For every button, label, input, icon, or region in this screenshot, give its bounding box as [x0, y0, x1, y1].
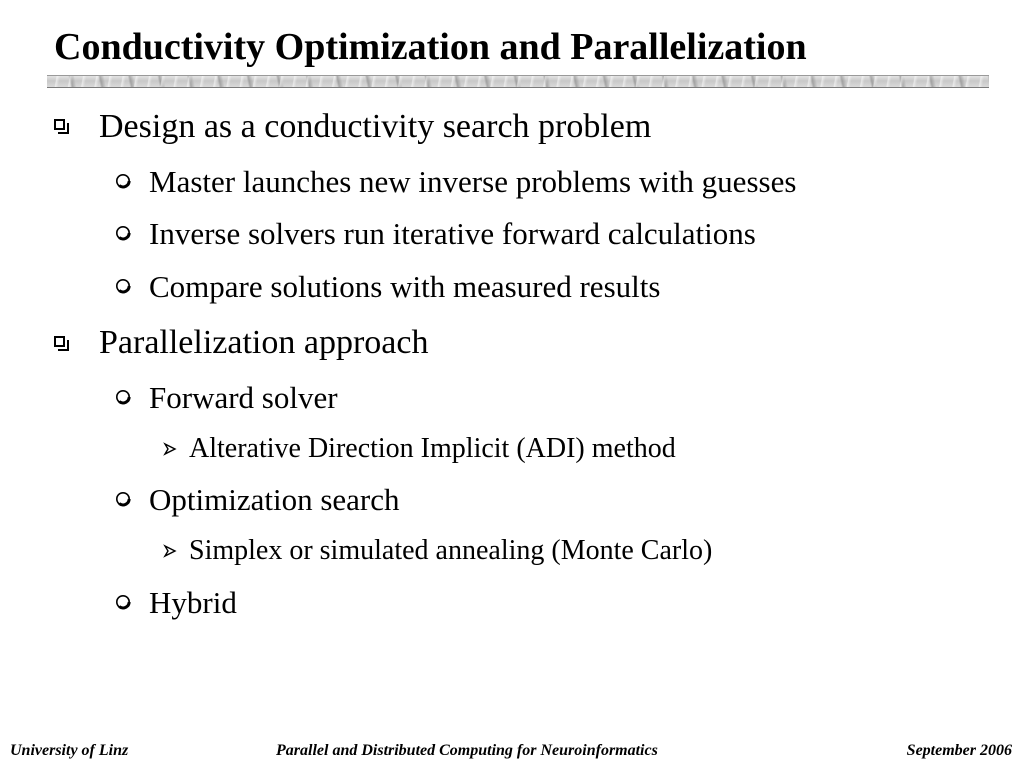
- footer-left: University of Linz: [10, 742, 129, 759]
- bullet-text: Parallelization approach: [99, 324, 429, 361]
- square-outline-icon: [54, 119, 65, 130]
- ring-icon: [115, 389, 131, 405]
- ring-icon: [115, 225, 131, 241]
- arrowhead-icon: [163, 544, 177, 558]
- footer-right: September 2006: [906, 742, 1012, 759]
- slide-title: Conductivity Optimization and Parallelization: [54, 26, 807, 68]
- ring-icon: [115, 173, 131, 189]
- bullet-text: Hybrid: [149, 585, 237, 620]
- ring-icon: [115, 278, 131, 294]
- bullet-text: Compare solutions with measured results: [149, 269, 661, 304]
- arrowhead-icon: [163, 442, 177, 456]
- bullet-text: Design as a conductivity search problem: [99, 108, 652, 145]
- bullet-text: Alterative Direction Implicit (ADI) method: [189, 433, 676, 464]
- footer-center: Parallel and Distributed Computing for Neuroinformatics: [276, 742, 658, 759]
- title-divider: [47, 75, 989, 88]
- square-outline-icon: [54, 336, 65, 347]
- bullet-text: Master launches new inverse problems with guesses: [149, 164, 797, 199]
- ring-icon: [115, 491, 131, 507]
- bullet-text: Optimization search: [149, 482, 400, 517]
- bullet-text: Inverse solvers run iterative forward calculations: [149, 216, 756, 251]
- ring-icon: [115, 594, 131, 610]
- bullet-text: Forward solver: [149, 380, 338, 415]
- bullet-text: Simplex or simulated annealing (Monte Carlo): [189, 535, 713, 566]
